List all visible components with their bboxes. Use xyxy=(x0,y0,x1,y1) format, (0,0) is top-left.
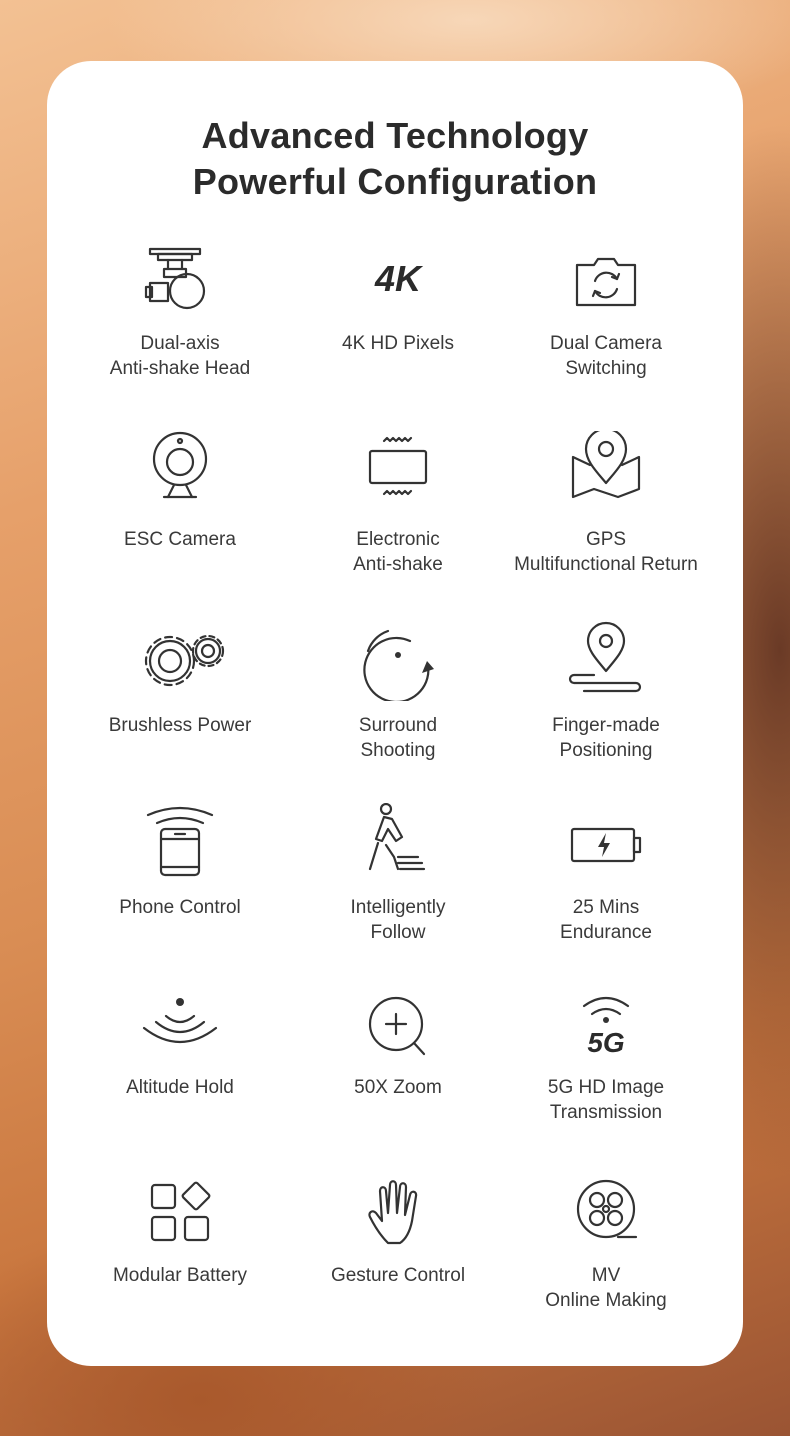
svg-text:5G: 5G xyxy=(587,1027,625,1058)
phone-wifi-icon xyxy=(130,803,230,883)
feature-label: Gesture Control xyxy=(330,1265,466,1286)
feature-label: GPS Multifunctional Return xyxy=(514,529,698,575)
feature-label: 50X Zoom xyxy=(354,1077,442,1098)
modules-icon xyxy=(130,1173,230,1253)
battery-icon xyxy=(556,803,656,883)
altitude-signal-icon xyxy=(130,986,230,1066)
feature-label: ESC Camera xyxy=(124,529,236,550)
hand-icon xyxy=(348,1173,448,1253)
gears-icon xyxy=(130,621,230,701)
stabilization-icon xyxy=(348,431,448,511)
orbit-icon xyxy=(348,621,448,701)
feature-label: Finger-made Positioning xyxy=(552,715,660,761)
svg-text:4K: 4K xyxy=(374,258,422,299)
feature-label: 25 Mins Endurance xyxy=(560,897,652,943)
feature-label: 5G HD Image Transmission xyxy=(547,1077,665,1123)
walking-person-icon xyxy=(348,803,448,883)
zoom-icon xyxy=(348,986,448,1066)
feature-label: Altitude Hold xyxy=(126,1077,234,1098)
feature-label: Phone Control xyxy=(119,897,241,918)
feature-label: Electronic Anti-shake xyxy=(353,529,443,575)
feature-label: Modular Battery xyxy=(112,1265,248,1286)
feature-label: Dual-axis Anti-shake Head xyxy=(109,333,251,379)
map-pin-icon xyxy=(556,431,656,511)
5g-signal-icon xyxy=(556,986,656,1066)
feature-label: Surround Shooting xyxy=(358,715,438,761)
title-line-2: Powerful Configuration xyxy=(192,161,598,202)
page-title xyxy=(47,113,743,205)
feature-label: Brushless Power xyxy=(108,715,252,736)
feature-label: Dual Camera Switching xyxy=(550,333,662,379)
feature-label: Intelligently Follow xyxy=(350,897,446,943)
route-pin-icon xyxy=(556,621,656,701)
feature-label: MV Online Making xyxy=(545,1265,667,1311)
feature-label: 4K HD Pixels xyxy=(342,333,454,354)
feature-card xyxy=(47,61,743,1366)
4k-icon xyxy=(348,243,448,323)
film-reel-icon xyxy=(556,1173,656,1253)
camera-switch-icon xyxy=(556,243,656,323)
webcam-icon xyxy=(130,431,230,511)
gimbal-icon xyxy=(130,243,230,323)
title-line-1: Advanced Technology xyxy=(201,115,589,156)
